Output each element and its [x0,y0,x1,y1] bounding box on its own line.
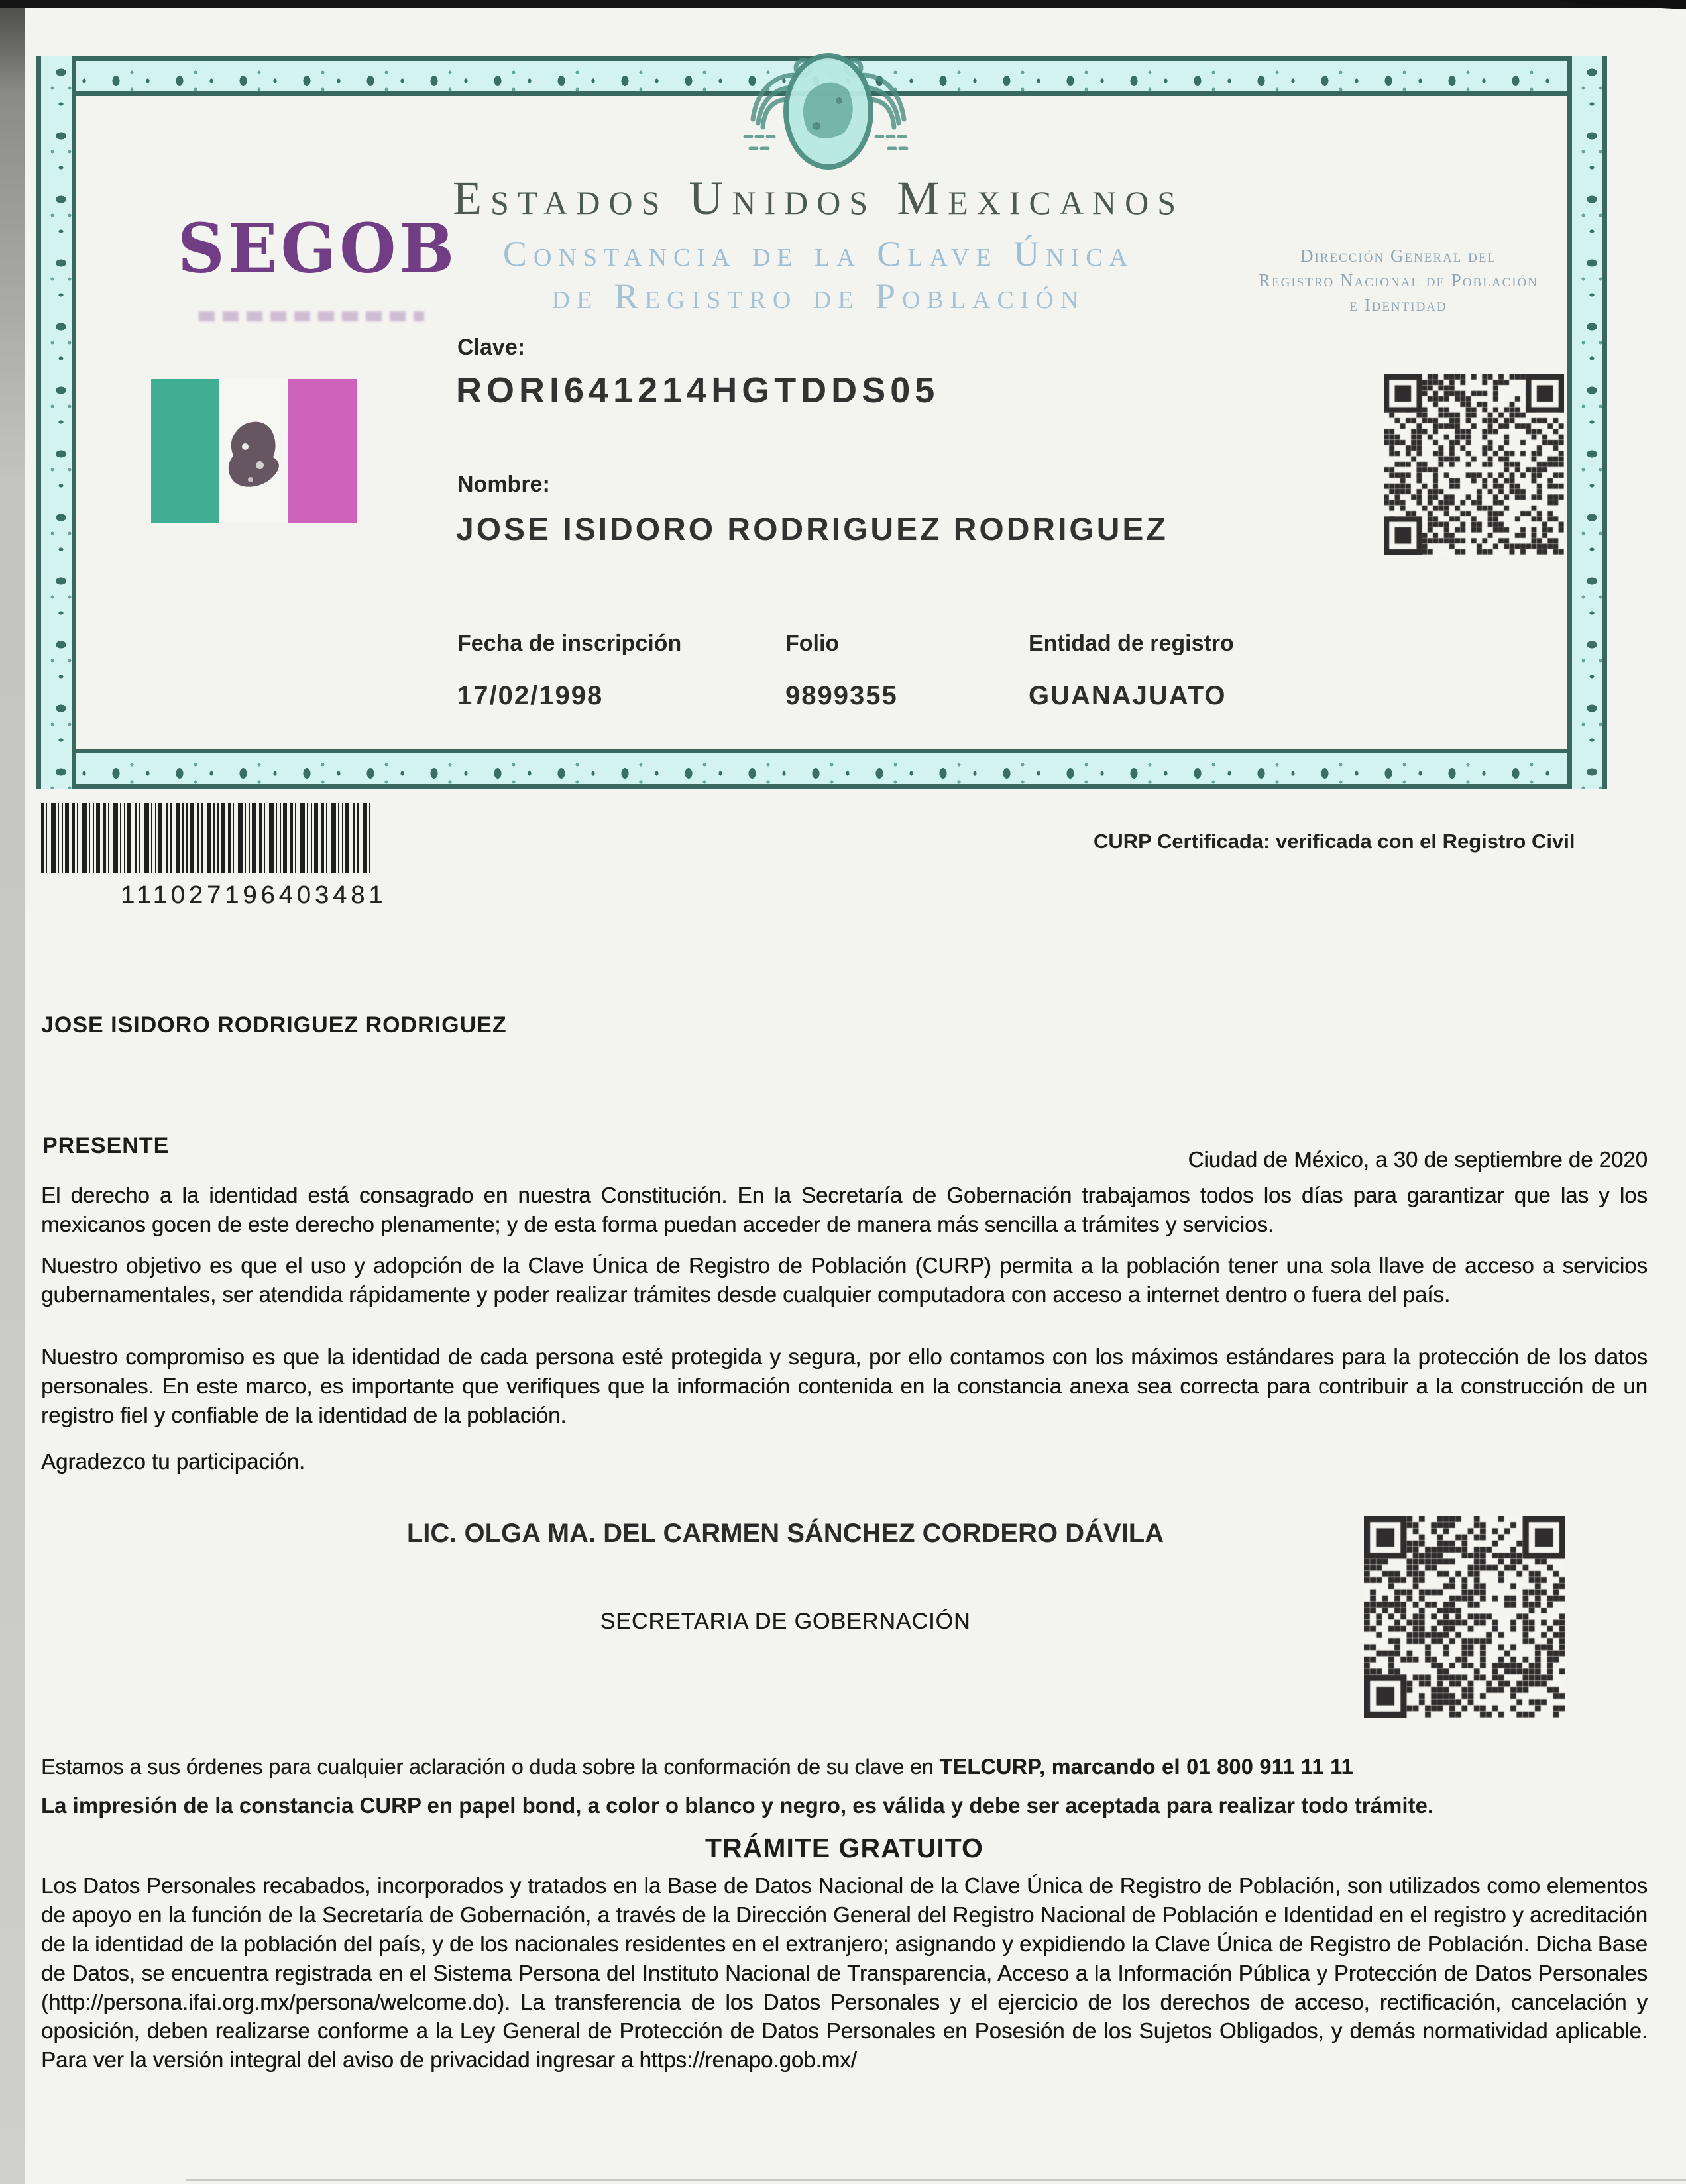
scan-edge-bottom [186,2179,1686,2181]
letter-addressee: JOSE ISIDORO RODRIGUEZ RODRIGUEZ [41,1012,507,1038]
folio-value: 9899355 [785,681,898,710]
entidad-registro-label: Entidad de registro [1029,631,1234,656]
fecha-inscripcion-value: 17/02/1998 [457,681,604,710]
certificate-border-right [1567,56,1607,789]
letter-presente: PRESENTE [42,1133,170,1158]
certificate-border-bottom [36,749,1607,789]
scan-edge-left [0,8,25,2184]
contact-line-text: Estamos a sus órdenes para cualquier aclaración o duda sobre la conformación de su clave en [41,1755,940,1778]
segob-logo: SEGOB [178,209,458,289]
fecha-inscripcion-label: Fecha de inscripción [457,631,682,656]
letter-dateline: Ciudad de México, a 30 de septiembre de 2020 [1188,1147,1648,1172]
clave-label: Clave: [457,335,526,360]
nombre-value: JOSE ISIDORO RODRIGUEZ RODRIGUEZ [456,512,1168,547]
signer-title: SECRETARIA DE GOBERNACIÓN [600,1609,971,1634]
clave-value: RORI641214HGTDDS05 [456,370,940,410]
letter-paragraph-3: Nuestro compromiso es que la identidad de cada persona esté protegida y segura, por ello contamos con los máximos estándares para la protección de los datos personales. En este marco, es importante que verifiques que la información contenida en la constancia anexa sea correcta para contribuir a la construcción de un registro fiel y confiable de la identidad de la población. [41,1344,1648,1427]
entidad-registro-value: GUANAJUATO [1029,681,1227,710]
issuing-office [1213,244,1584,317]
nombre-label: Nombre: [457,472,550,497]
print-validity-note: La impresión de la constancia CURP en papel bond, a color o blanco y negro, es válida y debe ser aceptada para realizar todo trámite. [41,1793,1434,1818]
flag-pink-band [288,379,357,523]
free-procedure-heading: TRÁMITE GRATUITO [705,1833,984,1863]
national-emblem-icon [702,27,954,186]
barcode [41,803,372,873]
letter-paragraph-1: El derecho a la identidad está consagrado en nuestra Constitución. En la Secretaría de Gobernación trabajamos todos los días para garantizar que las y los mexicanos gocen de este derecho plenamente; y de esta forma puedan acceder de manera más sencilla a trámites y servicios. [41,1183,1648,1236]
certificate-subtitle-2: de Registro de Población [551,276,1086,316]
letter-qr-code [1364,1516,1565,1718]
letter-paragraph-2: Nuestro objetivo es que el uso y adopción de la Clave Única de Registro de Población (CURP) permita a la población tener una sola llave de acceso a servicios gubernamentales, ser atendida rápidamente y poder realizar trámites desde cualquier computadora con acceso a internet dentro o fuera del país. [41,1253,1648,1307]
signer-name: LIC. OLGA MA. DEL CARMEN SÁNCHEZ CORDERO DÁVILA [406,1519,1164,1548]
letter-thanks: Agradezco tu participación. [41,1449,306,1474]
scan-edge-top [0,0,1686,8]
barcode-number: 111027196403481 [121,881,387,909]
certificate-border-left [36,56,76,789]
issuing-office-line3: e Identidad [1349,295,1447,315]
certificate-subtitle-1: Constancia de la Clave Única [502,234,1135,274]
curp-certified-note: CURP Certificada: verificada con el Registro Civil [1094,830,1575,853]
folio-label: Folio [785,631,840,656]
contact-line-phone: TELCURP, marcando el 01 800 911 11 11 [939,1755,1353,1778]
flag-eagle-icon [225,416,282,496]
contact-line [41,1755,1565,1779]
issuing-office-line2: Registro Nacional de Población [1259,270,1538,290]
certificate-title: Estados Unidos Mexicanos [452,172,1185,225]
privacy-notice: Los Datos Personales recabados, incorporados y tratados en la Base de Datos Nacional de la Clave Única de Registro de Población, son utilizados como elementos de apoyo en la función de la Secretaría de Gobernación, a través de la Dirección General del Registro Nacional de Población e Identidad en el registro y acreditación de la identidad de la población del país, y de los nacionales residentes en el extranjero; asignando y expidiendo la Clave Única de Registro de Población. Dicha Base de Datos, se encuentra registrada en el Sistema Persona del Instituto Nacional de Transparencia, Acceso a la Información Pública y Protección de Datos Personales (http://persona.ifai.org.mx/persona/welcome.do). La transferencia de los Datos Personales y el ejercicio de los derechos de acceso, rectificación, cancelación y oposición, deben realizarse conforme a la Ley General de Protección de Datos Personales en Posesión de los Sujetos Obligados, y demás normatividad aplicable. Para ver la versión integral del aviso de privacidad ingresar a https://renapo.gob.mx/ [41,1873,1648,2073]
segob-sub-smear [199,311,424,321]
flag-green-band [151,379,219,523]
certificate-qr-code [1384,374,1564,555]
issuing-office-line1: Dirección General del [1300,246,1497,266]
